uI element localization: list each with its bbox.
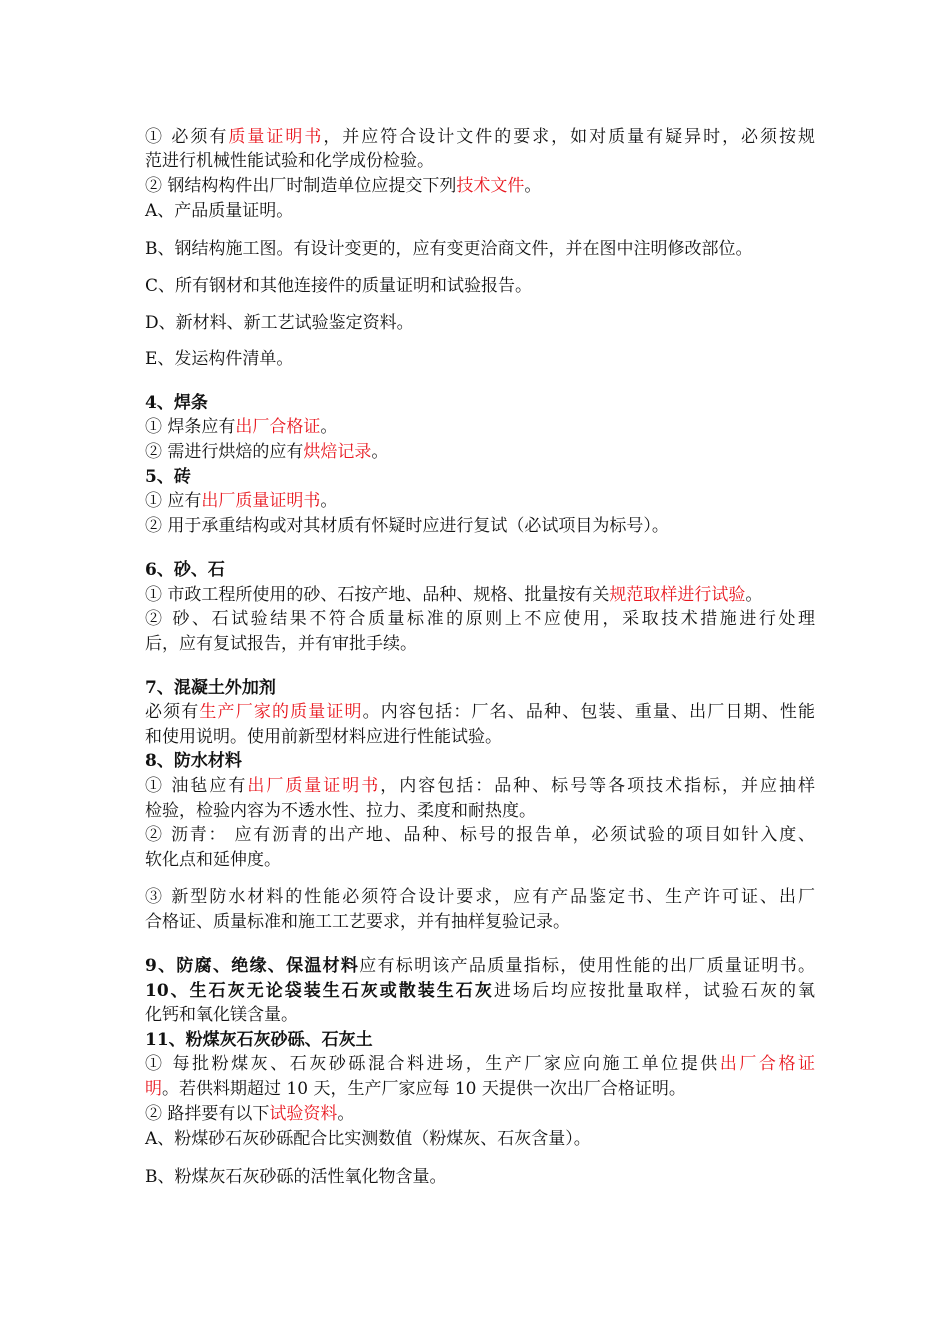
text-line	[145, 441, 815, 463]
highlighted-term: 出厂合格证	[235, 417, 321, 437]
highlighted-term: 烘焙记录	[303, 442, 372, 462]
text-run: ② 钢结构构件出厂时制造单位应提交下列	[145, 176, 457, 196]
highlighted-term: 出厂合格证	[719, 1054, 815, 1074]
text-run: 。内容包括：厂名、品种、包装、重量、出厂日期、性能	[362, 702, 816, 722]
text-line	[145, 175, 815, 197]
text-run: ③ 新型防水材料的性能必须符合设计要求，应有产品鉴定书、生产许可证、出厂	[145, 887, 815, 907]
text-run: ① 必须有	[145, 127, 229, 147]
highlighted-term: 出厂质量证明书	[201, 491, 321, 511]
text-line	[145, 849, 815, 871]
text-line	[145, 824, 815, 846]
text-run: E、发运构件清单。	[145, 349, 294, 369]
text-line	[145, 348, 815, 370]
text-line	[145, 633, 815, 655]
text-line	[145, 200, 815, 222]
text-line	[145, 238, 815, 260]
text-line	[145, 775, 815, 797]
text-line	[145, 126, 815, 148]
highlighted-term: 明	[145, 1079, 162, 1099]
text-line	[145, 911, 815, 933]
text-run: ① 每批粉煤灰、石灰砂砾混合料进场，生产厂家应向施工单位提供	[145, 1054, 720, 1074]
text-line	[145, 1166, 815, 1188]
text-run: C、所有钢材和其他连接件的质量证明和试验报告。	[145, 276, 533, 296]
text-line	[145, 275, 815, 297]
text-line	[145, 150, 815, 172]
highlighted-term: 生产厂家的质量证明	[199, 702, 363, 722]
section-heading	[145, 677, 815, 699]
text-run: 范进行机械性能试验和化学成份检验。	[145, 151, 434, 171]
text-line	[145, 1004, 815, 1026]
text-line	[145, 955, 815, 977]
bold-term: 9、防腐、绝缘、保温材料	[145, 956, 360, 976]
highlighted-term: 质量证明书	[228, 127, 324, 147]
bold-term: 11、粉煤灰石灰砂砾、石灰土	[145, 1030, 373, 1050]
bold-term: 7、混凝土外加剂	[145, 678, 276, 698]
text-run: B、粉煤灰石灰砂砾的活性氧化物含量。	[145, 1167, 447, 1187]
section-heading	[145, 750, 815, 772]
text-run: 。	[524, 176, 542, 196]
text-line	[145, 584, 815, 606]
highlighted-term: 试验资料	[269, 1104, 338, 1124]
section-heading	[145, 466, 815, 488]
text-run: 软化点和延伸度。	[145, 850, 281, 870]
section-heading	[145, 1029, 815, 1051]
text-line	[145, 416, 815, 438]
text-run: ① 油毡应有	[145, 776, 248, 796]
text-line	[145, 980, 815, 1002]
text-run: 检验，检验内容为不透水性、拉力、柔度和耐热度。	[145, 801, 536, 821]
text-run: 进场后均应按批量取样，试验石灰的氧	[493, 981, 815, 1001]
text-run: ② 用于承重结构或对其材质有怀疑时应进行复试（必试项目为标号）。	[145, 516, 669, 536]
text-run: D、新材料、新工艺试验鉴定资料。	[145, 313, 414, 333]
text-run: ① 焊条应有	[145, 417, 236, 437]
text-line	[145, 312, 815, 334]
text-run: 合格证、质量标准和施工工艺要求，并有抽样复验记录。	[145, 912, 570, 932]
text-line	[145, 1053, 815, 1075]
text-line	[145, 886, 815, 908]
text-run: ② 砂、石试验结果不符合质量标准的原则上不应使用，采取技术措施进行处理	[145, 609, 815, 629]
bold-term: 6、砂、石	[145, 560, 225, 580]
highlighted-term: 出厂质量证明书	[247, 776, 381, 796]
text-run: B、钢结构施工图。有设计变更的，应有变更洽商文件，并在图中注明修改部位。	[145, 239, 753, 259]
bold-term: 8、防水材料	[145, 751, 242, 771]
text-line	[145, 701, 815, 723]
text-line	[145, 515, 815, 537]
text-run: 。	[337, 1104, 355, 1124]
text-run: ② 需进行烘焙的应有	[145, 442, 304, 462]
bold-term: 4、焊条	[145, 393, 208, 413]
text-line	[145, 726, 815, 748]
text-line	[145, 1103, 815, 1125]
text-run: ① 应有	[145, 491, 202, 511]
text-run: A、粉煤砂石灰砂砾配合比实测数值（粉煤灰、石灰含量）。	[145, 1129, 591, 1149]
text-run: ② 路拌要有以下	[145, 1104, 270, 1124]
text-run: ，内容包括：品种、标号等各项技术指标，并应抽样	[380, 776, 816, 796]
text-run: 和使用说明。使用前新型材料应进行性能试验。	[145, 727, 502, 747]
text-run: ① 市政工程所使用的砂、石按产地、品种、规格、批量按有关	[145, 585, 610, 605]
text-run: 后，应有复试报告，并有审批手续。	[145, 634, 417, 654]
section-heading	[145, 559, 815, 581]
section-heading	[145, 392, 815, 414]
text-line	[145, 490, 815, 512]
text-line	[145, 800, 815, 822]
text-run: 化钙和氧化镁含量。	[145, 1005, 298, 1025]
text-run: ② 沥青： 应有沥青的出产地、品种、标号的报告单，必须试验的项目如针入度、	[145, 825, 815, 845]
text-run: 。	[745, 585, 763, 605]
bold-term: 10、生石灰无论袋装生石灰或散装生石灰	[145, 981, 494, 1001]
text-line	[145, 608, 815, 630]
highlighted-term: 技术文件	[456, 176, 525, 196]
bold-term: 5、砖	[145, 467, 191, 487]
text-run: 。若供料期超过 10 天，生产厂家应每 10 天提供一次出厂合格证明。	[162, 1079, 686, 1099]
text-run: ，并应符合设计文件的要求，如对质量有疑异时，必须按规	[323, 127, 816, 147]
highlighted-term: 规范取样进行试验	[609, 585, 746, 605]
text-run: 。	[320, 491, 338, 511]
text-run: 应有标明该产品质量指标，使用性能的出厂质量证明书。	[359, 956, 815, 976]
text-run: 必须有	[145, 702, 200, 722]
text-run: 。	[320, 417, 338, 437]
text-line	[145, 1128, 815, 1150]
text-run: 。	[371, 442, 389, 462]
text-line	[145, 1078, 815, 1100]
text-run: A、产品质量证明。	[145, 201, 294, 221]
